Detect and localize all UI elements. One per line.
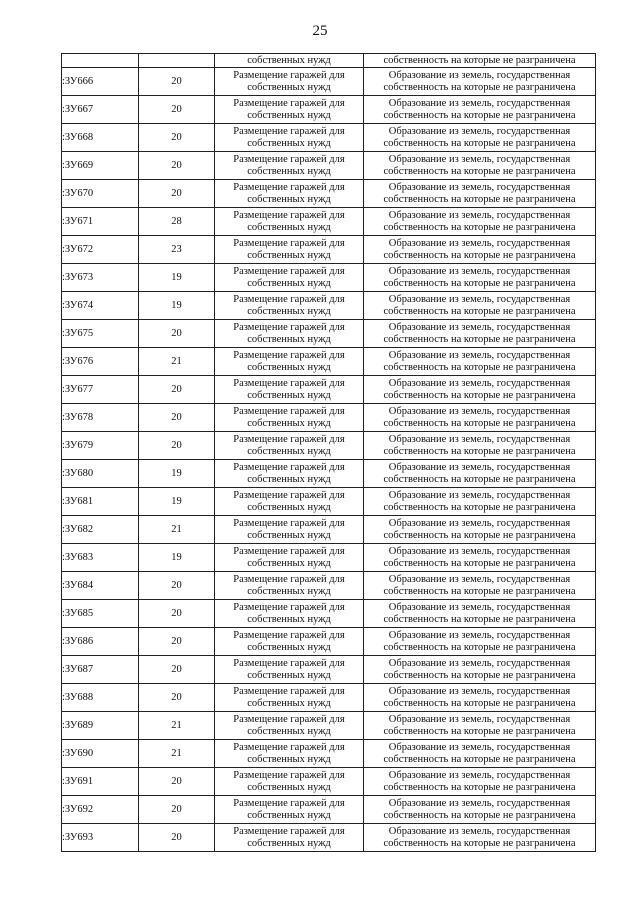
formation-method-cell bbox=[364, 824, 596, 852]
table-row bbox=[62, 348, 596, 376]
area-cell: 20 bbox=[139, 628, 215, 656]
permitted-use-line-2: собственных нужд bbox=[247, 333, 331, 345]
formation-method-line-2: собственность на которые не разграничена bbox=[383, 641, 576, 653]
permitted-use-line-1: Размещение гаражей для bbox=[233, 573, 345, 585]
table-row bbox=[62, 824, 596, 852]
table-row bbox=[62, 404, 596, 432]
area-cell bbox=[139, 54, 215, 68]
plot-id-cell: :ЗУ692 bbox=[62, 796, 139, 824]
plot-id-cell: :ЗУ675 bbox=[62, 320, 139, 348]
formation-method-line-1: Образование из земель, государственная bbox=[388, 321, 571, 333]
table-row bbox=[62, 740, 596, 768]
formation-method-line-2: собственность на которые не разграничена bbox=[383, 81, 576, 93]
plot-id-cell: :ЗУ669 bbox=[62, 152, 139, 180]
permitted-use-cell bbox=[215, 572, 364, 600]
formation-method-cell bbox=[364, 68, 596, 96]
plot-id-cell: :ЗУ681 bbox=[62, 488, 139, 516]
formation-method-cell bbox=[364, 404, 596, 432]
formation-method-line-1: Образование из земель, государственная bbox=[388, 97, 571, 109]
area-cell: 20 bbox=[139, 684, 215, 712]
formation-method-line-1: Образование из земель, государственная bbox=[388, 657, 571, 669]
formation-method-cell bbox=[364, 768, 596, 796]
permitted-use-cell bbox=[215, 656, 364, 684]
formation-method-line-1: Образование из земель, государственная bbox=[388, 377, 571, 389]
formation-method-cell bbox=[364, 376, 596, 404]
permitted-use-line-1: Размещение гаражей для bbox=[233, 769, 345, 781]
permitted-use-cell bbox=[215, 488, 364, 516]
formation-method-line-2: собственность на которые не разграничена bbox=[383, 473, 576, 485]
area-cell: 23 bbox=[139, 236, 215, 264]
table-row bbox=[62, 320, 596, 348]
permitted-use-line-1: Размещение гаражей для bbox=[233, 265, 345, 277]
plot-id-cell: :ЗУ691 bbox=[62, 768, 139, 796]
formation-method-line-1: Образование из земель, государственная bbox=[388, 489, 571, 501]
permitted-use-cell bbox=[215, 180, 364, 208]
plot-id-cell: :ЗУ672 bbox=[62, 236, 139, 264]
page-number: 25 bbox=[312, 23, 328, 39]
table-row bbox=[62, 292, 596, 320]
formation-method-line-2: собственность на которые не разграничена bbox=[383, 305, 576, 317]
table-row bbox=[62, 544, 596, 572]
formation-method-cell bbox=[364, 656, 596, 684]
table-row bbox=[62, 264, 596, 292]
formation-method-line-1: Образование из земель, государственная bbox=[388, 349, 571, 361]
formation-method-line-1: Образование из земель, государственная bbox=[388, 629, 571, 641]
formation-method-cell bbox=[364, 180, 596, 208]
formation-method-line-1: Образование из земель, государственная bbox=[388, 573, 571, 585]
permitted-use-line-2: собственных нужд bbox=[247, 249, 331, 261]
table-row bbox=[62, 68, 596, 96]
area-cell: 20 bbox=[139, 152, 215, 180]
plot-id-cell: :ЗУ685 bbox=[62, 600, 139, 628]
permitted-use-cell bbox=[215, 236, 364, 264]
permitted-use-cell bbox=[215, 712, 364, 740]
permitted-use-line-1: Размещение гаражей для bbox=[233, 433, 345, 445]
permitted-use-cell bbox=[215, 740, 364, 768]
formation-method-cell bbox=[364, 488, 596, 516]
formation-method-line-1: Образование из земель, государственная bbox=[388, 461, 571, 473]
permitted-use-line-1: Размещение гаражей для bbox=[233, 461, 345, 473]
permitted-use-cell bbox=[215, 796, 364, 824]
table-row bbox=[62, 376, 596, 404]
permitted-use-line-2: собственных нужд bbox=[247, 753, 331, 765]
formation-method-line-2: собственность на которые не разграничена bbox=[383, 753, 576, 765]
formation-method-line-1: Образование из земель, государственная bbox=[388, 601, 571, 613]
permitted-use-line-2: собственных нужд bbox=[247, 193, 331, 205]
permitted-use-line-1: Размещение гаражей для bbox=[233, 489, 345, 501]
formation-method-line-1: Образование из земель, государственная bbox=[388, 545, 571, 557]
permitted-use-cell: собственных нужд bbox=[215, 54, 364, 68]
table-row bbox=[62, 460, 596, 488]
permitted-use-cell bbox=[215, 600, 364, 628]
permitted-use-line-2: собственных нужд bbox=[247, 473, 331, 485]
formation-method-line-2: собственность на которые не разграничена bbox=[383, 417, 576, 429]
formation-method-cell bbox=[364, 796, 596, 824]
formation-method-line-2: собственность на которые не разграничена bbox=[383, 333, 576, 345]
permitted-use-line-2: собственных нужд bbox=[247, 389, 331, 401]
permitted-use-cell bbox=[215, 404, 364, 432]
area-cell: 19 bbox=[139, 460, 215, 488]
formation-method-cell bbox=[364, 124, 596, 152]
formation-method-line-1: Образование из земель, государственная bbox=[388, 433, 571, 445]
formation-method-line-2: собственность на которые не разграничена bbox=[383, 501, 576, 513]
formation-method-line-1: Образование из земель, государственная bbox=[388, 69, 571, 81]
formation-method-line-2: собственность на которые не разграничена bbox=[383, 557, 576, 569]
table-row bbox=[62, 572, 596, 600]
plot-id-cell: :ЗУ686 bbox=[62, 628, 139, 656]
formation-method-cell bbox=[364, 320, 596, 348]
formation-method-line-1: Образование из земель, государственная bbox=[388, 797, 571, 809]
table-row bbox=[62, 488, 596, 516]
formation-method-line-1: Образование из земель, государственная bbox=[388, 125, 571, 137]
permitted-use-line-1: Размещение гаражей для bbox=[233, 545, 345, 557]
area-cell: 19 bbox=[139, 544, 215, 572]
permitted-use-line-2: собственных нужд bbox=[247, 305, 331, 317]
formation-method-line-2: собственность на которые не разграничена bbox=[383, 137, 576, 149]
formation-method-line-2: собственность на которые не разграничена bbox=[383, 109, 576, 121]
area-cell: 20 bbox=[139, 572, 215, 600]
permitted-use-line-2: собственных нужд bbox=[247, 837, 331, 849]
formation-method-line-1: Образование из земель, государственная bbox=[388, 181, 571, 193]
formation-method-line-1: Образование из земель, государственная bbox=[388, 741, 571, 753]
permitted-use-line-1: Размещение гаражей для bbox=[233, 405, 345, 417]
permitted-use-cell bbox=[215, 628, 364, 656]
table-row bbox=[62, 656, 596, 684]
permitted-use-line-2: собственных нужд bbox=[247, 697, 331, 709]
table-row bbox=[62, 124, 596, 152]
area-cell: 20 bbox=[139, 404, 215, 432]
permitted-use-line-1: Размещение гаражей для bbox=[233, 601, 345, 613]
permitted-use-line-2: собственных нужд bbox=[247, 809, 331, 821]
formation-method-line-1: Образование из земель, государственная bbox=[388, 405, 571, 417]
plot-id-cell: :ЗУ668 bbox=[62, 124, 139, 152]
formation-method-line-1: Образование из земель, государственная bbox=[388, 713, 571, 725]
plot-id-cell: :ЗУ676 bbox=[62, 348, 139, 376]
formation-method-line-2: собственность на которые не разграничена bbox=[383, 837, 576, 849]
permitted-use-line-1: Размещение гаражей для bbox=[233, 377, 345, 389]
area-cell: 20 bbox=[139, 376, 215, 404]
area-cell: 20 bbox=[139, 180, 215, 208]
formation-method-line-2: собственность на которые не разграничена bbox=[383, 809, 576, 821]
formation-method-cell bbox=[364, 684, 596, 712]
permitted-use-cell bbox=[215, 320, 364, 348]
permitted-use-line-1: Размещение гаражей для bbox=[233, 97, 345, 109]
table-row bbox=[62, 796, 596, 824]
formation-method-cell bbox=[364, 348, 596, 376]
plot-id-cell: :ЗУ667 bbox=[62, 96, 139, 124]
plot-id-cell: :ЗУ690 bbox=[62, 740, 139, 768]
table-row bbox=[62, 684, 596, 712]
permitted-use-line-1: Размещение гаражей для bbox=[233, 741, 345, 753]
permitted-use-line-2: собственных нужд bbox=[247, 417, 331, 429]
formation-method-cell bbox=[364, 544, 596, 572]
table-row bbox=[62, 432, 596, 460]
area-cell: 21 bbox=[139, 516, 215, 544]
formation-method-cell bbox=[364, 460, 596, 488]
formation-method-line-2: собственность на которые не разграничена bbox=[383, 697, 576, 709]
permitted-use-line-1: Размещение гаражей для bbox=[233, 125, 345, 137]
table-body bbox=[62, 54, 596, 852]
plot-id-cell: :ЗУ682 bbox=[62, 516, 139, 544]
formation-method-cell bbox=[364, 208, 596, 236]
table-row bbox=[62, 712, 596, 740]
formation-method-line-2: собственность на которые не разграничена bbox=[383, 781, 576, 793]
area-cell: 20 bbox=[139, 656, 215, 684]
permitted-use-line-2: собственных нужд bbox=[247, 165, 331, 177]
permitted-use-line-2: собственных нужд bbox=[247, 81, 331, 93]
formation-method-line-2: собственность на которые не разграничена bbox=[383, 585, 576, 597]
permitted-use-line-1: Размещение гаражей для bbox=[233, 153, 345, 165]
permitted-use-line-2: собственных нужд bbox=[247, 669, 331, 681]
formation-method-cell bbox=[364, 740, 596, 768]
formation-method-line-2: собственность на которые не разграничена bbox=[383, 389, 576, 401]
area-cell: 28 bbox=[139, 208, 215, 236]
table-row bbox=[62, 180, 596, 208]
permitted-use-cell bbox=[215, 96, 364, 124]
area-cell: 21 bbox=[139, 348, 215, 376]
plot-id-cell: :ЗУ683 bbox=[62, 544, 139, 572]
formation-method-cell bbox=[364, 572, 596, 600]
permitted-use-cell bbox=[215, 264, 364, 292]
permitted-use-line-1: Размещение гаражей для bbox=[233, 69, 345, 81]
plot-id-cell: :ЗУ684 bbox=[62, 572, 139, 600]
formation-method-line-2: собственность на которые не разграничена bbox=[383, 193, 576, 205]
permitted-use-cell bbox=[215, 684, 364, 712]
table-row bbox=[62, 600, 596, 628]
table-row bbox=[62, 152, 596, 180]
permitted-use-line-2: собственных нужд bbox=[247, 585, 331, 597]
permitted-use-line-1: Размещение гаражей для bbox=[233, 517, 345, 529]
formation-method-line-1: Образование из земель, государственная bbox=[388, 237, 571, 249]
formation-method-cell bbox=[364, 264, 596, 292]
permitted-use-cell bbox=[215, 68, 364, 96]
plot-id-cell: :ЗУ687 bbox=[62, 656, 139, 684]
permitted-use-line-2: собственных нужд bbox=[247, 725, 331, 737]
permitted-use-line-1: Размещение гаражей для bbox=[233, 209, 345, 221]
permitted-use-cell bbox=[215, 824, 364, 852]
area-cell: 20 bbox=[139, 68, 215, 96]
permitted-use-line-1: Размещение гаражей для bbox=[233, 181, 345, 193]
permitted-use-cell bbox=[215, 292, 364, 320]
permitted-use-cell bbox=[215, 348, 364, 376]
permitted-use-line-1: Размещение гаражей для bbox=[233, 713, 345, 725]
formation-method-line-1: Образование из земель, государственная bbox=[388, 265, 571, 277]
permitted-use-line-2: собственных нужд bbox=[247, 613, 331, 625]
formation-method-line-2: собственность на которые не разграничена bbox=[383, 669, 576, 681]
permitted-use-line-2: собственных нужд bbox=[247, 641, 331, 653]
formation-method-line-2: собственность на которые не разграничена bbox=[383, 613, 576, 625]
plot-id-cell bbox=[62, 54, 139, 68]
table-row bbox=[62, 96, 596, 124]
plot-id-cell: :ЗУ679 bbox=[62, 432, 139, 460]
permitted-use-line-1: Размещение гаражей для bbox=[233, 349, 345, 361]
formation-method-line-2: собственность на которые не разграничена bbox=[383, 361, 576, 373]
formation-method-line-1: Образование из земель, государственная bbox=[388, 685, 571, 697]
continued-row bbox=[62, 54, 596, 68]
formation-method-line-1: Образование из земель, государственная bbox=[388, 293, 571, 305]
area-cell: 21 bbox=[139, 740, 215, 768]
permitted-use-line-2: собственных нужд bbox=[247, 361, 331, 373]
formation-method-line-2: собственность на которые не разграничена bbox=[383, 221, 576, 233]
formation-method-cell bbox=[364, 628, 596, 656]
permitted-use-line-2: собственных нужд bbox=[247, 137, 331, 149]
plot-id-cell: :ЗУ680 bbox=[62, 460, 139, 488]
permitted-use-cell bbox=[215, 516, 364, 544]
formation-method-cell bbox=[364, 96, 596, 124]
table-row bbox=[62, 236, 596, 264]
area-cell: 19 bbox=[139, 264, 215, 292]
permitted-use-line-1: Размещение гаражей для bbox=[233, 293, 345, 305]
permitted-use-cell bbox=[215, 376, 364, 404]
plot-id-cell: :ЗУ689 bbox=[62, 712, 139, 740]
table-row bbox=[62, 516, 596, 544]
area-cell: 20 bbox=[139, 796, 215, 824]
formation-method-line-1: Образование из земель, государственная bbox=[388, 153, 571, 165]
formation-method-line-1: Образование из земель, государственная bbox=[388, 517, 571, 529]
permitted-use-line-1: Размещение гаражей для bbox=[233, 657, 345, 669]
formation-method-cell: собственность на которые не разграничена bbox=[364, 54, 596, 68]
formation-method-line-1: Образование из земель, государственная bbox=[388, 825, 571, 837]
plot-id-cell: :ЗУ693 bbox=[62, 824, 139, 852]
table-row bbox=[62, 768, 596, 796]
area-cell: 20 bbox=[139, 824, 215, 852]
plot-id-cell: :ЗУ673 bbox=[62, 264, 139, 292]
permitted-use-cell bbox=[215, 152, 364, 180]
formation-method-cell bbox=[364, 712, 596, 740]
permitted-use-line-2: собственных нужд bbox=[247, 501, 331, 513]
area-cell: 19 bbox=[139, 488, 215, 516]
formation-method-line-1: Образование из земель, государственная bbox=[388, 769, 571, 781]
plot-id-cell: :ЗУ674 bbox=[62, 292, 139, 320]
permitted-use-line-2: собственных нужд bbox=[247, 277, 331, 289]
formation-method-line-2: собственность на которые не разграничена bbox=[383, 445, 576, 457]
permitted-use-line-1: Размещение гаражей для bbox=[233, 825, 345, 837]
permitted-use-line-1: Размещение гаражей для bbox=[233, 685, 345, 697]
formation-method-line-2: собственность на которые не разграничена bbox=[383, 277, 576, 289]
permitted-use-cell bbox=[215, 460, 364, 488]
area-cell: 20 bbox=[139, 432, 215, 460]
formation-method-line-2: собственность на которые не разграничена bbox=[383, 249, 576, 261]
permitted-use-cell bbox=[215, 768, 364, 796]
formation-method-cell bbox=[364, 516, 596, 544]
formation-method-cell bbox=[364, 600, 596, 628]
formation-method-cell bbox=[364, 432, 596, 460]
area-cell: 20 bbox=[139, 768, 215, 796]
formation-method-cell bbox=[364, 236, 596, 264]
area-cell: 20 bbox=[139, 320, 215, 348]
table-row bbox=[62, 208, 596, 236]
plot-id-cell: :ЗУ666 bbox=[62, 68, 139, 96]
formation-method-line-2: собственность на которые не разграничена bbox=[383, 725, 576, 737]
plot-id-cell: :ЗУ688 bbox=[62, 684, 139, 712]
area-cell: 19 bbox=[139, 292, 215, 320]
table-row bbox=[62, 628, 596, 656]
formation-method-line-1: Образование из земель, государственная bbox=[388, 209, 571, 221]
plot-id-cell: :ЗУ677 bbox=[62, 376, 139, 404]
permitted-use-line-1: Размещение гаражей для bbox=[233, 321, 345, 333]
permitted-use-cell bbox=[215, 124, 364, 152]
plot-id-cell: :ЗУ678 bbox=[62, 404, 139, 432]
plot-id-cell: :ЗУ670 bbox=[62, 180, 139, 208]
formation-method-cell bbox=[364, 292, 596, 320]
permitted-use-cell bbox=[215, 544, 364, 572]
permitted-use-line-2: собственных нужд bbox=[247, 109, 331, 121]
permitted-use-line-2: собственных нужд bbox=[247, 221, 331, 233]
permitted-use-line-1: Размещение гаражей для bbox=[233, 797, 345, 809]
area-cell: 20 bbox=[139, 600, 215, 628]
permitted-use-line-2: собственных нужд bbox=[247, 781, 331, 793]
permitted-use-line-1: Размещение гаражей для bbox=[233, 629, 345, 641]
formation-method-line-2: собственность на которые не разграничена bbox=[383, 529, 576, 541]
plot-id-cell: :ЗУ671 bbox=[62, 208, 139, 236]
permitted-use-line-2: собственных нужд bbox=[247, 445, 331, 457]
area-cell: 20 bbox=[139, 124, 215, 152]
land-plots-table bbox=[61, 53, 596, 852]
formation-method-cell bbox=[364, 152, 596, 180]
permitted-use-line-2: собственных нужд bbox=[247, 529, 331, 541]
permitted-use-line-1: Размещение гаражей для bbox=[233, 237, 345, 249]
permitted-use-cell bbox=[215, 432, 364, 460]
permitted-use-line-2: собственных нужд bbox=[247, 557, 331, 569]
area-cell: 20 bbox=[139, 96, 215, 124]
permitted-use-cell bbox=[215, 208, 364, 236]
area-cell: 21 bbox=[139, 712, 215, 740]
formation-method-line-2: собственность на которые не разграничена bbox=[383, 165, 576, 177]
